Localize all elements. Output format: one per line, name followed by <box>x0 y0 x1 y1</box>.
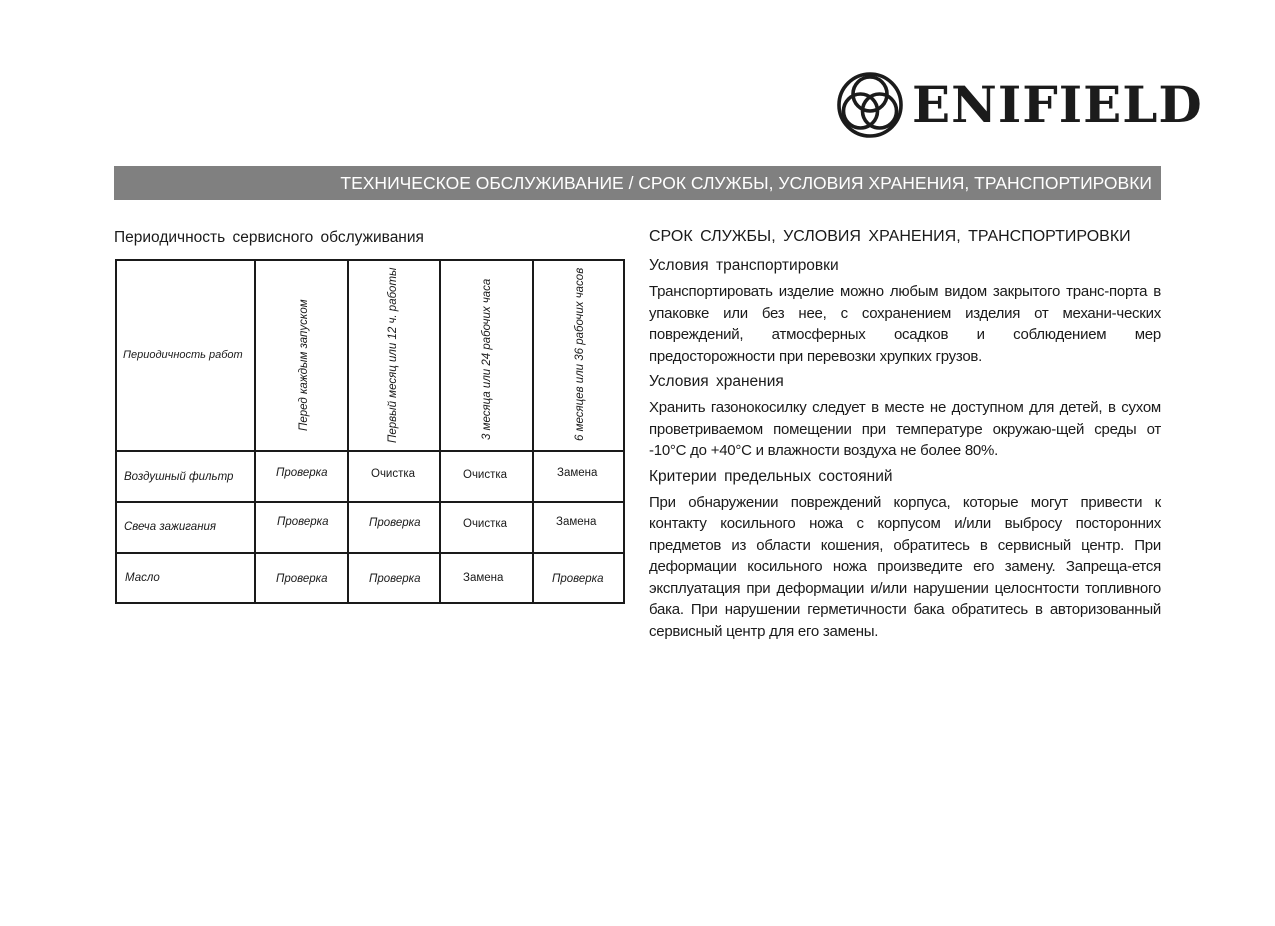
table-cell: Проверка <box>276 573 328 585</box>
table-row-divider <box>117 450 623 452</box>
table-column-header: Перед каждым запуском <box>298 299 310 431</box>
table-row-label: Свеча зажигания <box>124 521 217 533</box>
table-column-divider <box>254 261 256 602</box>
limit-states-text: При обнаружении повреждений корпуса, которые могут привести к контакту косильного ножа с корпусом и/или выбросу посторонних предметов из области кошения, обратитесь в сервисный центр. При деформации косильного ножа произведите его замену. Запреща-ется эксплуатация при деформации и/или нарушении целоснтости топливного бака. При нарушении герметичности бака обратитесь в авторизованный сервисный центр для его замены. <box>649 493 1161 640</box>
section-header-title: ТЕХНИЧЕСКОЕ ОБСЛУЖИВАНИЕ / СРОК СЛУЖБЫ, УСЛОВИЯ ХРАНЕНИЯ, ТРАНСПОРТИРОВКИ <box>340 172 1152 193</box>
storage-text: Хранить газонокосилку следует в месте не доступном для детей, в сухом проветриваемом помещении при температуре окружаю-щей среды от -10°С до +40°С и влажности воздуха не более 80%. <box>649 399 1161 459</box>
interlocking-rings-icon <box>836 71 904 139</box>
table-cell: Проверка <box>552 573 604 585</box>
section-title: СРОК СЛУЖБЫ, УСЛОВИЯ ХРАНЕНИЯ, ТРАНСПОРТИРОВКИ <box>649 228 1131 245</box>
table-row-label: Воздушный фильтр <box>124 471 234 483</box>
table-row-divider <box>117 501 623 503</box>
section-header-bar <box>114 166 1161 200</box>
table-column-header: Первый месяц или 12 ч. работы <box>387 267 399 443</box>
table-cell: Очистка <box>371 468 416 480</box>
table-column-header: 6 месяцев или 36 рабочих часов <box>574 267 586 441</box>
brand-logo <box>836 72 1203 138</box>
table-cell: Очистка <box>463 469 508 481</box>
table-column-header: 3 месяца или 24 рабочих часа <box>481 278 493 440</box>
table-cell: Проверка <box>276 467 328 479</box>
table-cell: Проверка <box>277 516 329 528</box>
table-row-label: Масло <box>125 572 160 584</box>
storage-heading: Условия хранения <box>649 373 784 390</box>
table-cell: Замена <box>557 467 598 479</box>
maintenance-schedule-title: Периодичность сервисного обслуживания <box>114 229 424 246</box>
table-column-divider <box>347 261 349 602</box>
brand-name: ENIFIELD <box>912 75 1203 134</box>
lifetime-storage-transport-section <box>649 228 1161 648</box>
table-cell: Проверка <box>369 517 421 529</box>
table-column-divider <box>439 261 441 602</box>
table-column-divider <box>532 261 534 602</box>
transport-text: Транспортировать изделие можно любым видом закрытого транс-порта в упаковке или без нее, с сохранением изделия от механи-ческих повреждений, атмосферных осадков и соблюдением мер предосторожности при перевозки хрупких грузов. <box>649 283 1161 365</box>
table-cell: Замена <box>556 516 597 528</box>
table-corner-header: Периодичность работ <box>123 349 243 361</box>
maintenance-table <box>115 259 625 604</box>
table-cell: Очистка <box>463 518 508 530</box>
limit-states-heading: Критерии предельных состояний <box>649 467 893 485</box>
table-row-divider <box>117 552 623 554</box>
table-cell: Проверка <box>369 573 421 585</box>
transport-heading: Условия транспортировки <box>649 257 839 274</box>
table-cell: Замена <box>463 572 504 584</box>
